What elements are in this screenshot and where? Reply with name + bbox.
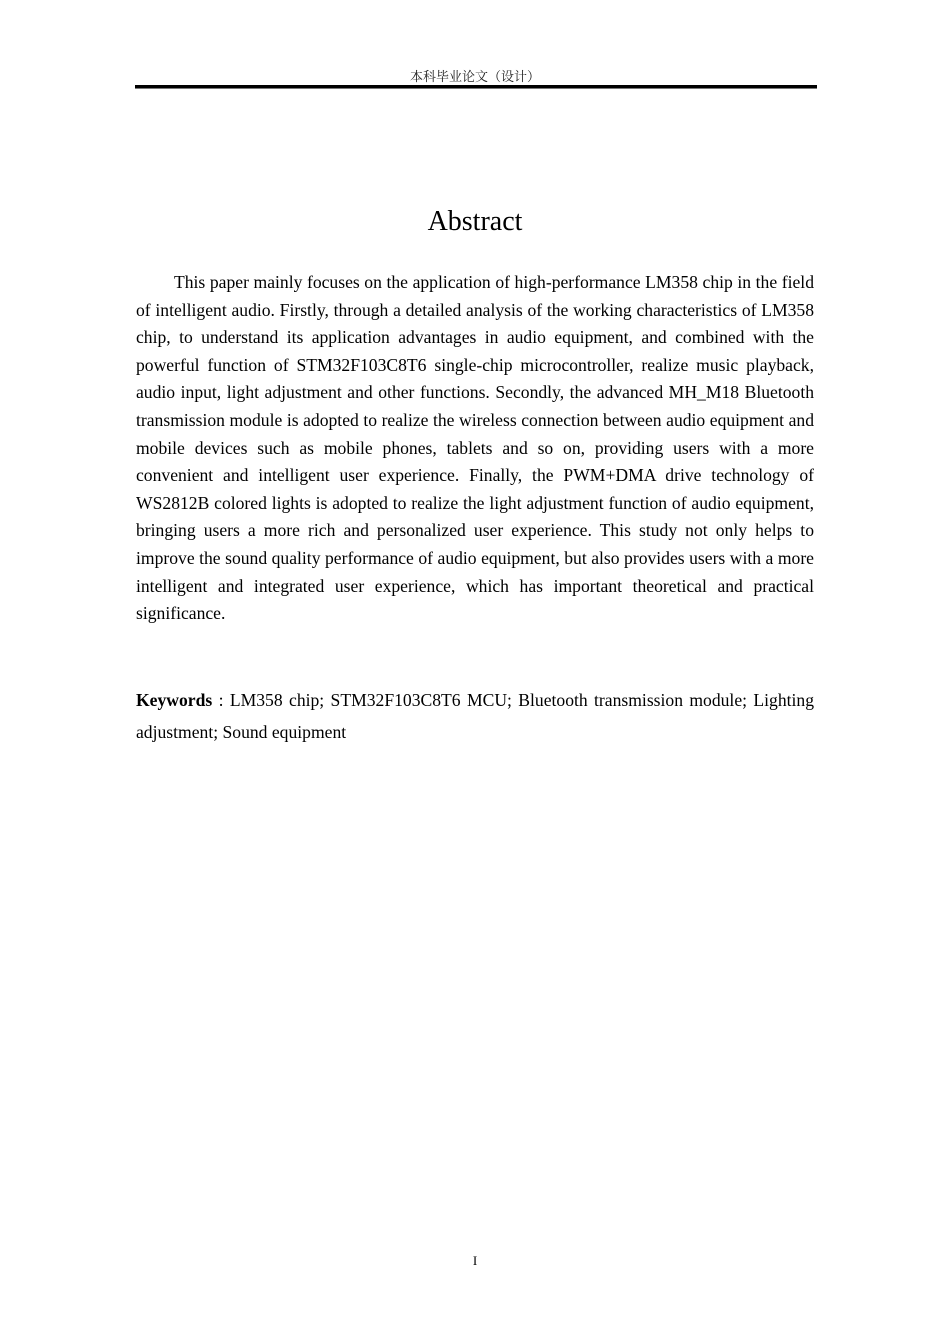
keywords-label: Keywords [136, 690, 213, 710]
keywords-paragraph [136, 684, 814, 748]
keywords-text: LM358 chip; STM32F103C8T6 MCU; Bluetooth transmission module; Lighting adjustment; Sound equipment [136, 690, 814, 742]
running-header: 本科毕业论文（设计） [409, 69, 540, 84]
abstract-title: Abstract [427, 206, 523, 237]
keywords-separator: : [212, 690, 230, 710]
abstract-body: This paper mainly focuses on the application of high-performance LM358 chip in the field of intelligent audio. Firstly, through a detailed analysis of the working characteristics of LM358 chip, to understand its application advantages in audio equipment, and combined with the powerful function of STM32F103C8T6 single-chip microcontroller, realize music playback, audio input, light adjustment and other functions. Secondly, the advanced MH_M18 Bluetooth transmission module is adopted to realize the wireless connection between audio equipment and mobile devices such as mobile phones, tablets and so on, providing users with a more convenient and intelligent user experience. Finally, the PWM+DMA drive technology of WS2812B colored lights is adopted to realize the light adjustment function of audio equipment, bringing users a more rich and personalized user experience. This study not only helps to improve the sound quality performance of audio equipment, but also provides users with a more intelligent and integrated user experience, which has important theoretical and practical significance. [136, 272, 814, 624]
page-number: I [472, 1253, 478, 1268]
header-rule [135, 85, 817, 89]
